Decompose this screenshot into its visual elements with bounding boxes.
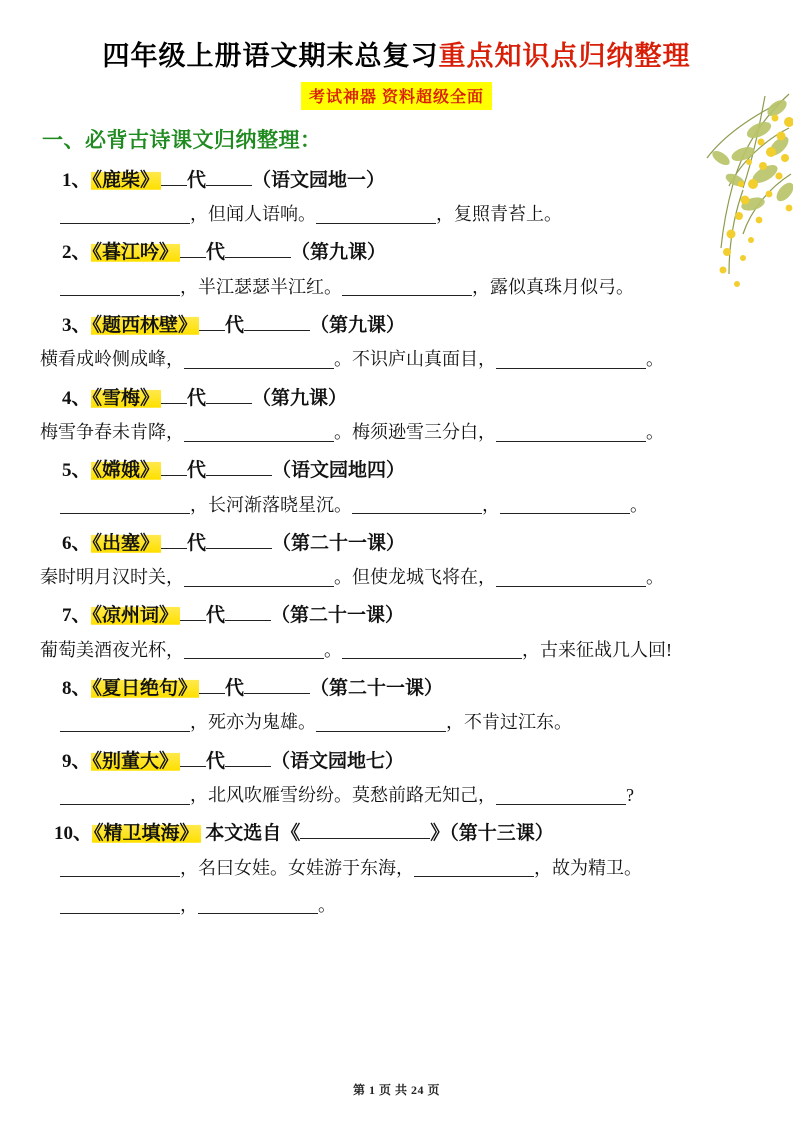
poem-item-3-line — [40, 342, 753, 377]
poem-item-1-author-blank[interactable] — [206, 166, 252, 186]
poem-item-9-author-blank[interactable] — [225, 747, 271, 767]
poem-item-2-dynasty-label: 代 — [206, 242, 226, 264]
poem-item-4-source: （第九课） — [252, 387, 348, 409]
poem-item-2-line — [40, 270, 753, 305]
poem-item-3-author-blank[interactable] — [244, 311, 310, 331]
poem-item-5 — [40, 456, 753, 523]
poem-item-10-number: 10、 — [54, 823, 93, 845]
poem-line-text: ，古来征战几人回! — [522, 639, 672, 660]
poem-item-10 — [40, 819, 753, 923]
poem-item-6-number: 6、 — [62, 532, 91, 554]
poem-item-3-source: （第九课） — [310, 314, 406, 336]
poem-item-5-head — [40, 456, 753, 486]
poem-line-text: 葡萄美酒夜光杯， — [40, 639, 184, 660]
fill-blank[interactable] — [184, 567, 334, 587]
poem-item-3 — [40, 311, 753, 378]
fill-blank[interactable] — [60, 785, 190, 805]
section-heading: 一、必背古诗课文归纳整理： — [42, 127, 322, 152]
poem-item-5-title: 《嫦娥》 — [92, 460, 160, 482]
document-content — [40, 40, 753, 923]
poem-item-5-dynasty-label: 代 — [187, 460, 207, 482]
fill-blank[interactable] — [496, 349, 646, 369]
fill-blank[interactable] — [60, 857, 180, 877]
poem-line-text: ，北风吹雁雪纷纷。莫愁前路无知己， — [190, 785, 496, 805]
poem-item-6-head — [40, 529, 753, 559]
fill-blank[interactable] — [414, 857, 534, 877]
poem-item-2-author-blank[interactable] — [225, 238, 291, 258]
poem-line-text: 。 — [318, 894, 336, 915]
poem-line-text: ，死亦为鬼雄。 — [190, 712, 316, 733]
poem-item-8-title: 《夏日绝句》 — [92, 677, 198, 699]
fill-blank[interactable] — [500, 494, 630, 514]
poem-item-3-dynasty-label: 代 — [225, 314, 245, 336]
poem-item-4-dynasty-blank[interactable] — [161, 384, 187, 404]
poem-item-7-title: 《凉州词》 — [92, 605, 179, 627]
poem-line-text: 。不识庐山真面目， — [334, 349, 496, 370]
poem-item-9-dynasty-label: 代 — [206, 750, 226, 772]
poem-item-9-title: 《别董大》 — [92, 750, 179, 772]
poem-item-2-source: （第九课） — [291, 242, 387, 264]
poem-item-4-title: 《雪梅》 — [92, 387, 160, 409]
fill-blank[interactable] — [198, 894, 318, 914]
poem-item-7-dynasty-blank[interactable] — [180, 601, 206, 621]
poem-line-text: 梅雪争春未肯降， — [40, 422, 184, 443]
poem-item-1-title: 《鹿柴》 — [92, 169, 160, 191]
poem-line-text: ? — [626, 785, 634, 805]
poem-line-text: ，复照青苔上。 — [436, 204, 562, 225]
poem-item-4-line — [40, 415, 753, 450]
poem-item-8-dynasty-label: 代 — [225, 677, 245, 699]
poem-item-1 — [40, 166, 753, 233]
poem-item-7 — [40, 601, 753, 668]
fill-blank[interactable] — [342, 277, 472, 297]
poem-line-text: 横看成岭侧成峰， — [40, 349, 184, 370]
fill-blank[interactable] — [184, 422, 334, 442]
poem-item-1-line — [40, 197, 753, 232]
poem-item-3-dynasty-blank[interactable] — [199, 311, 225, 331]
poem-item-9-source: （语文园地七） — [271, 750, 405, 772]
poem-item-1-number: 1、 — [62, 169, 91, 191]
poem-item-8 — [40, 674, 753, 741]
poem-line-text: 秦时明月汉时关， — [40, 567, 184, 588]
poem-item-9-head — [40, 747, 753, 777]
fill-blank[interactable] — [60, 712, 190, 732]
poem-item-4-number: 4、 — [62, 387, 91, 409]
poem-item-8-line — [40, 705, 753, 740]
fill-blank[interactable] — [316, 712, 446, 732]
poem-line-text: 。梅须逊雪三分白， — [334, 422, 496, 443]
poem-line-text: ， — [180, 894, 198, 915]
poem-item-5-author-blank[interactable] — [206, 456, 272, 476]
poem-item-10-source-label: 本文选自《 — [205, 823, 301, 845]
poem-item-6-source: （第二十一课） — [272, 532, 406, 554]
poem-line-text: 。但使龙城飞将在， — [334, 567, 496, 588]
poem-item-9-number: 9、 — [62, 750, 91, 772]
fill-blank[interactable] — [184, 640, 324, 660]
poem-item-4 — [40, 384, 753, 451]
fill-blank[interactable] — [60, 277, 180, 297]
poem-item-5-number: 5、 — [62, 460, 91, 482]
poem-item-2-number: 2、 — [62, 242, 91, 264]
subtitle-row — [40, 82, 753, 110]
poem-line-text: ， — [482, 494, 500, 515]
poem-item-2-head — [40, 238, 753, 268]
poem-line-text: 。 — [646, 422, 664, 443]
poem-item-6-dynasty-label: 代 — [187, 532, 207, 554]
poem-item-4-head — [40, 384, 753, 414]
poem-item-10-head — [40, 819, 753, 849]
title-black-part: 四年级上册语文期末总复习 — [102, 41, 439, 71]
fill-blank[interactable] — [496, 785, 626, 805]
poem-line-text: 。 — [646, 349, 664, 370]
poem-item-1-head — [40, 166, 753, 196]
poem-item-4-dynasty-label: 代 — [187, 387, 207, 409]
poem-item-7-source: （第二十一课） — [271, 605, 405, 627]
poem-item-9-line — [40, 778, 753, 813]
fill-blank[interactable] — [60, 894, 180, 914]
poem-line-text: ，长河渐落晓星沉。 — [190, 494, 352, 515]
poem-line-text: ，但闻人语响。 — [190, 204, 316, 225]
subtitle-badge: 考试神器 资料超级全面 — [301, 82, 492, 110]
poem-item-7-author-blank[interactable] — [225, 601, 271, 621]
fill-blank[interactable] — [60, 494, 190, 514]
poem-item-8-number: 8、 — [62, 677, 91, 699]
title-red-part: 重点知识点归纳整理 — [438, 41, 691, 71]
fill-blank[interactable] — [496, 422, 646, 442]
fill-blank[interactable] — [352, 494, 482, 514]
poem-item-10-source: 》（第十三课） — [430, 823, 554, 845]
poem-item-1-dynasty-label: 代 — [187, 169, 207, 191]
poem-line-text: 。 — [646, 567, 664, 588]
page-title — [40, 40, 753, 74]
poem-item-2-title: 《暮江吟》 — [92, 242, 179, 264]
poem-item-6-dynasty-blank[interactable] — [161, 529, 187, 549]
poem-item-4-author-blank[interactable] — [206, 384, 252, 404]
poem-item-6-title: 《出塞》 — [92, 532, 160, 554]
poem-item-2 — [40, 238, 753, 305]
poem-line-text: ，半江瑟瑟半江红。 — [180, 276, 342, 297]
poem-item-3-number: 3、 — [62, 314, 91, 336]
poem-item-6-author-blank[interactable] — [206, 529, 272, 549]
poem-item-9-dynasty-blank[interactable] — [180, 747, 206, 767]
poem-item-5-dynasty-blank[interactable] — [161, 456, 187, 476]
poem-item-1-dynasty-blank[interactable] — [161, 166, 187, 186]
poem-item-10-title: 《精卫填海》 — [94, 823, 199, 845]
fill-blank[interactable] — [496, 567, 646, 587]
poem-item-5-line — [40, 488, 753, 523]
poem-line-text: ，露似真珠月似弓。 — [472, 276, 634, 297]
poem-item-8-head — [40, 674, 753, 704]
fill-blank[interactable] — [316, 204, 436, 224]
poem-item-8-dynasty-blank[interactable] — [199, 674, 225, 694]
poem-line-text: ，故为精卫。 — [534, 857, 642, 878]
page-footer: 第 1 页 共 24 页 — [352, 1083, 440, 1097]
fill-blank[interactable] — [342, 640, 522, 660]
poem-item-7-head — [40, 601, 753, 631]
poem-item-6-line — [40, 560, 753, 595]
poem-line-text: ，不肯过江东。 — [446, 712, 572, 733]
fill-blank[interactable] — [60, 204, 190, 224]
poem-item-10-source-blank[interactable] — [300, 819, 430, 839]
poem-item-7-number: 7、 — [62, 605, 91, 627]
fill-blank[interactable] — [184, 349, 334, 369]
poem-item-8-author-blank[interactable] — [244, 674, 310, 694]
poem-item-3-title: 《题西林壁》 — [92, 314, 198, 336]
poem-line-text: 。 — [324, 639, 342, 660]
poem-line-text: ，名曰女娃。女娃游于东海， — [180, 857, 414, 878]
poem-item-7-dynasty-label: 代 — [206, 605, 226, 627]
poem-item-1-source: （语文园地一） — [252, 169, 386, 191]
poem-item-5-source: （语文园地四） — [272, 460, 406, 482]
poem-item-7-line — [40, 633, 753, 668]
poem-item-9 — [40, 747, 753, 814]
poem-item-6 — [40, 529, 753, 596]
poem-item-10-line-1 — [40, 851, 753, 886]
poem-item-2-dynasty-blank[interactable] — [180, 238, 206, 258]
poem-item-8-source: （第二十一课） — [310, 677, 444, 699]
poem-item-10-line-2 — [40, 888, 753, 923]
poem-line-text: 。 — [630, 494, 648, 515]
poem-item-3-head — [40, 311, 753, 341]
